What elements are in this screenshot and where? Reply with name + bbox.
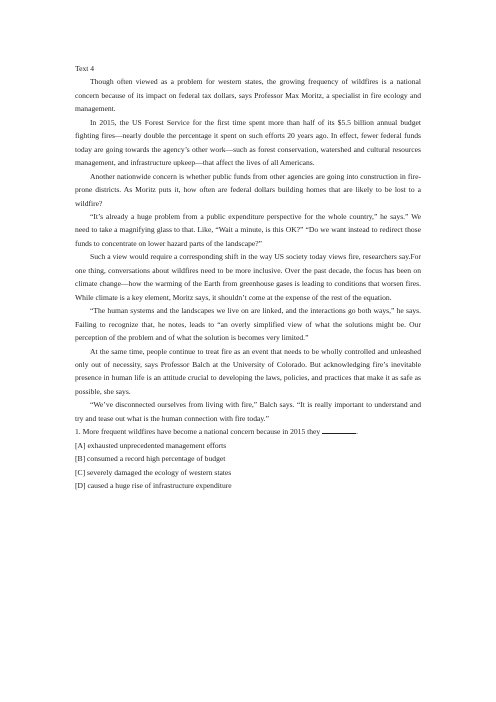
option-d: [D] caused a huge rise of infrastructure expenditure <box>75 481 232 491</box>
answer-blank <box>322 425 359 437</box>
paragraph-2: In 2015, the US Forest Service for the first time spent more than half of its $5.5 billion annual budget fighting fires—nearly double the percentage it spent on such efforts 20 years ago. In effect, fewer federal funds today are going towards the agency’s other work—such as forest conservation, watershed and cultural resources management, and infrastructure upkeep—that affect the lives of all Americans. <box>75 117 421 168</box>
option-a: [A] exhausted unprecedented management efforts <box>75 440 227 450</box>
question-stem <box>75 425 421 438</box>
option-c: [C] severely damaged the ecology of western states <box>75 467 232 477</box>
paragraph-8: “We’ve disconnected ourselves from living with fire,” Balch says. “It is really important to understand and try and tease out what is the human connection with fire today.” <box>75 400 421 423</box>
question-stem-text: 1. More frequent wildfires have become a national concern because in 2015 they <box>75 427 321 437</box>
question-stem-end: . <box>356 427 359 437</box>
paragraph-3: Another nationwide concern is whether public funds from other agencies are going into construction in fire-prone districts. As Moritz puts it, how often are federal dollars building homes that are likely to be lost to a wildfire? <box>75 171 421 208</box>
option-b: [B] consumed a record high percentage of budget <box>75 454 226 464</box>
paragraph-4: “It’s already a huge problem from a public expenditure perspective for the whole country,” he says.” We need to take a magnifying glass to that. Like, “Wait a minute, is this OK?” “Do we want instead to redirect those funds to concentrate on lower hazard parts of the landscape?” <box>75 211 421 248</box>
paragraph-6: “The human systems and the landscapes we live on are linked, and the interactions go both ways,” he says. Failing to recognize that, he notes, leads to “an overly simplified view of what the solutions might be. Our perception of the problem and of what the solution is becomes very limited.” <box>75 306 421 343</box>
paragraph-5: Such a view would require a corresponding shift in the way US society today views fire, researchers say.For one thing, conversations about wildfires need to be more inclusive. Over the past decade, the focus has been on climate change—how the warming of the Earth from greenhouse gases is leading to conditions that worsen fires. While climate is a key element, Moritz says, it shouldn’t come at the expense of the rest of the equation. <box>75 252 421 302</box>
text-heading: Text 4 <box>75 64 95 73</box>
paragraph-1: Though often viewed as a problem for western states, the growing frequency of wildfires is a national concern because of its impact on federal tax dollars, says Professor Max Moritz, a specialist in fire ecology and management. <box>75 77 421 114</box>
paragraph-7: At the same time, people continue to treat fire as an event that needs to be wholly controlled and unleashed only out of necessity, says Professor Balch at the University of Colorado. But acknowledging fire’s inevitable presence in human life is an attitude crucial to developing the laws, policies, and practices that make it as safe as possible, she says. <box>75 346 421 396</box>
document-page <box>75 62 421 493</box>
